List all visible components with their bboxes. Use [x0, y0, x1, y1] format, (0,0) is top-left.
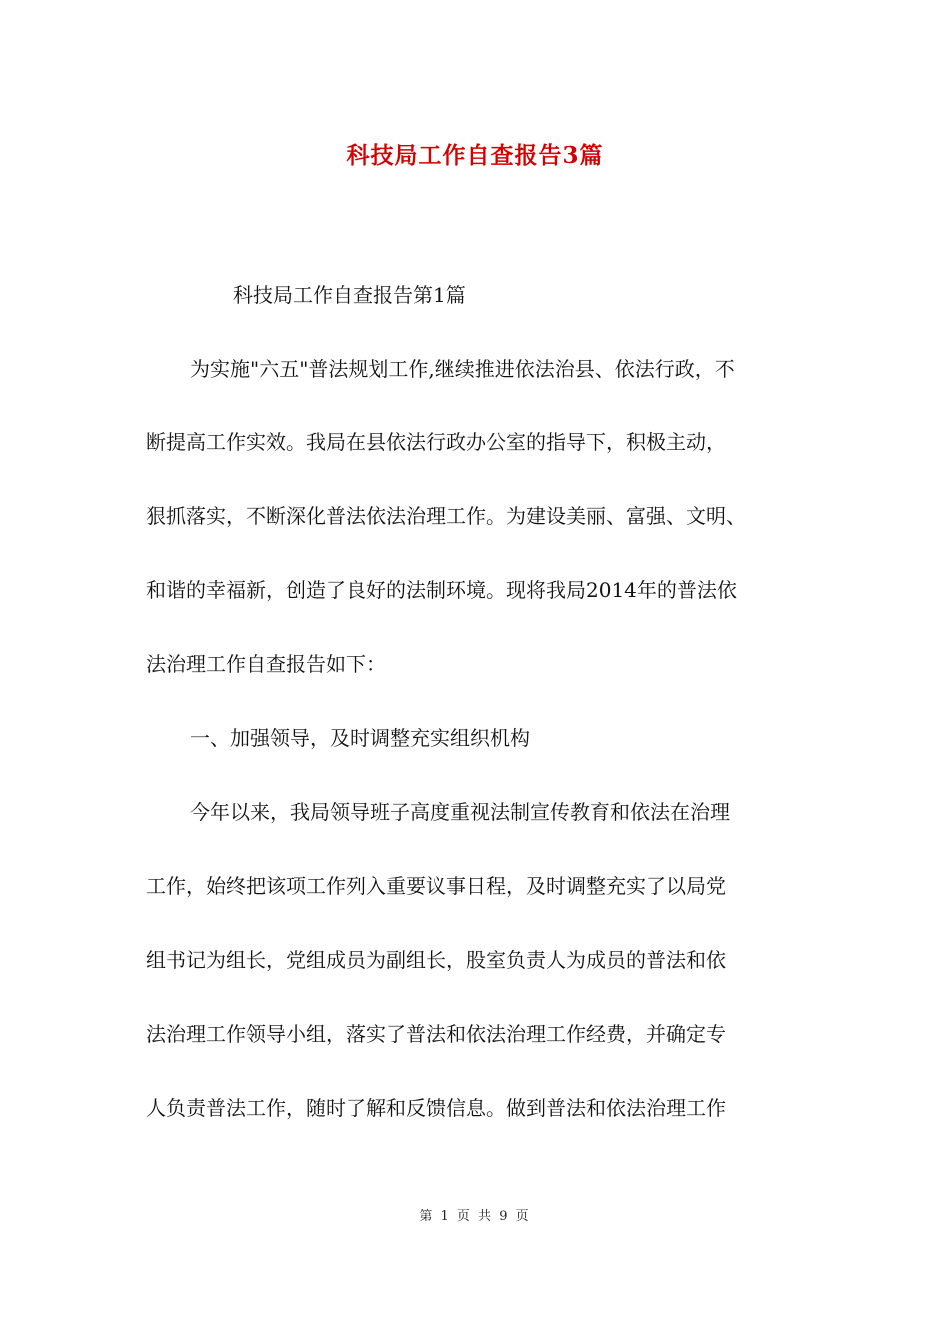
- paragraph-line: 工作，始终把该项工作列入重要议事日程，及时调整充实了以局党: [146, 874, 726, 898]
- section-heading: 科技局工作自查报告第1篇: [233, 283, 466, 307]
- paragraph-line: 狠抓落实，不断深化普法依法治理工作。为建设美丽、富强、文明、: [146, 504, 746, 528]
- paragraph-line: 为实施"六五"普法规划工作,继续推进依法治县、依法行政，不: [190, 357, 735, 381]
- page-footer: 第 1 页 共 9 页: [419, 1209, 531, 1224]
- paragraph-line: 法治理工作领导小组，落实了普法和依法治理工作经费，并确定专: [146, 1022, 726, 1046]
- paragraph-line: 断提高工作实效。我局在县依法行政办公室的指导下，积极主动，: [146, 430, 726, 454]
- paragraph-line: 和谐的幸福新，创造了良好的法制环境。现将我局2014年的普法依: [146, 578, 737, 602]
- paragraph-line: 人负责普法工作，随时了解和反馈信息。做到普法和依法治理工作: [146, 1096, 726, 1120]
- document-title: 科技局工作自查报告3篇: [346, 142, 604, 169]
- paragraph-line: 组书记为组长，党组成员为副组长，股室负责人为成员的普法和依: [146, 948, 726, 972]
- paragraph-line: 今年以来，我局领导班子高度重视法制宣传教育和依法在治理: [190, 800, 730, 824]
- subheading: 一、加强领导，及时调整充实组织机构: [190, 726, 530, 750]
- paragraph-line: 法治理工作自查报告如下：: [146, 652, 386, 676]
